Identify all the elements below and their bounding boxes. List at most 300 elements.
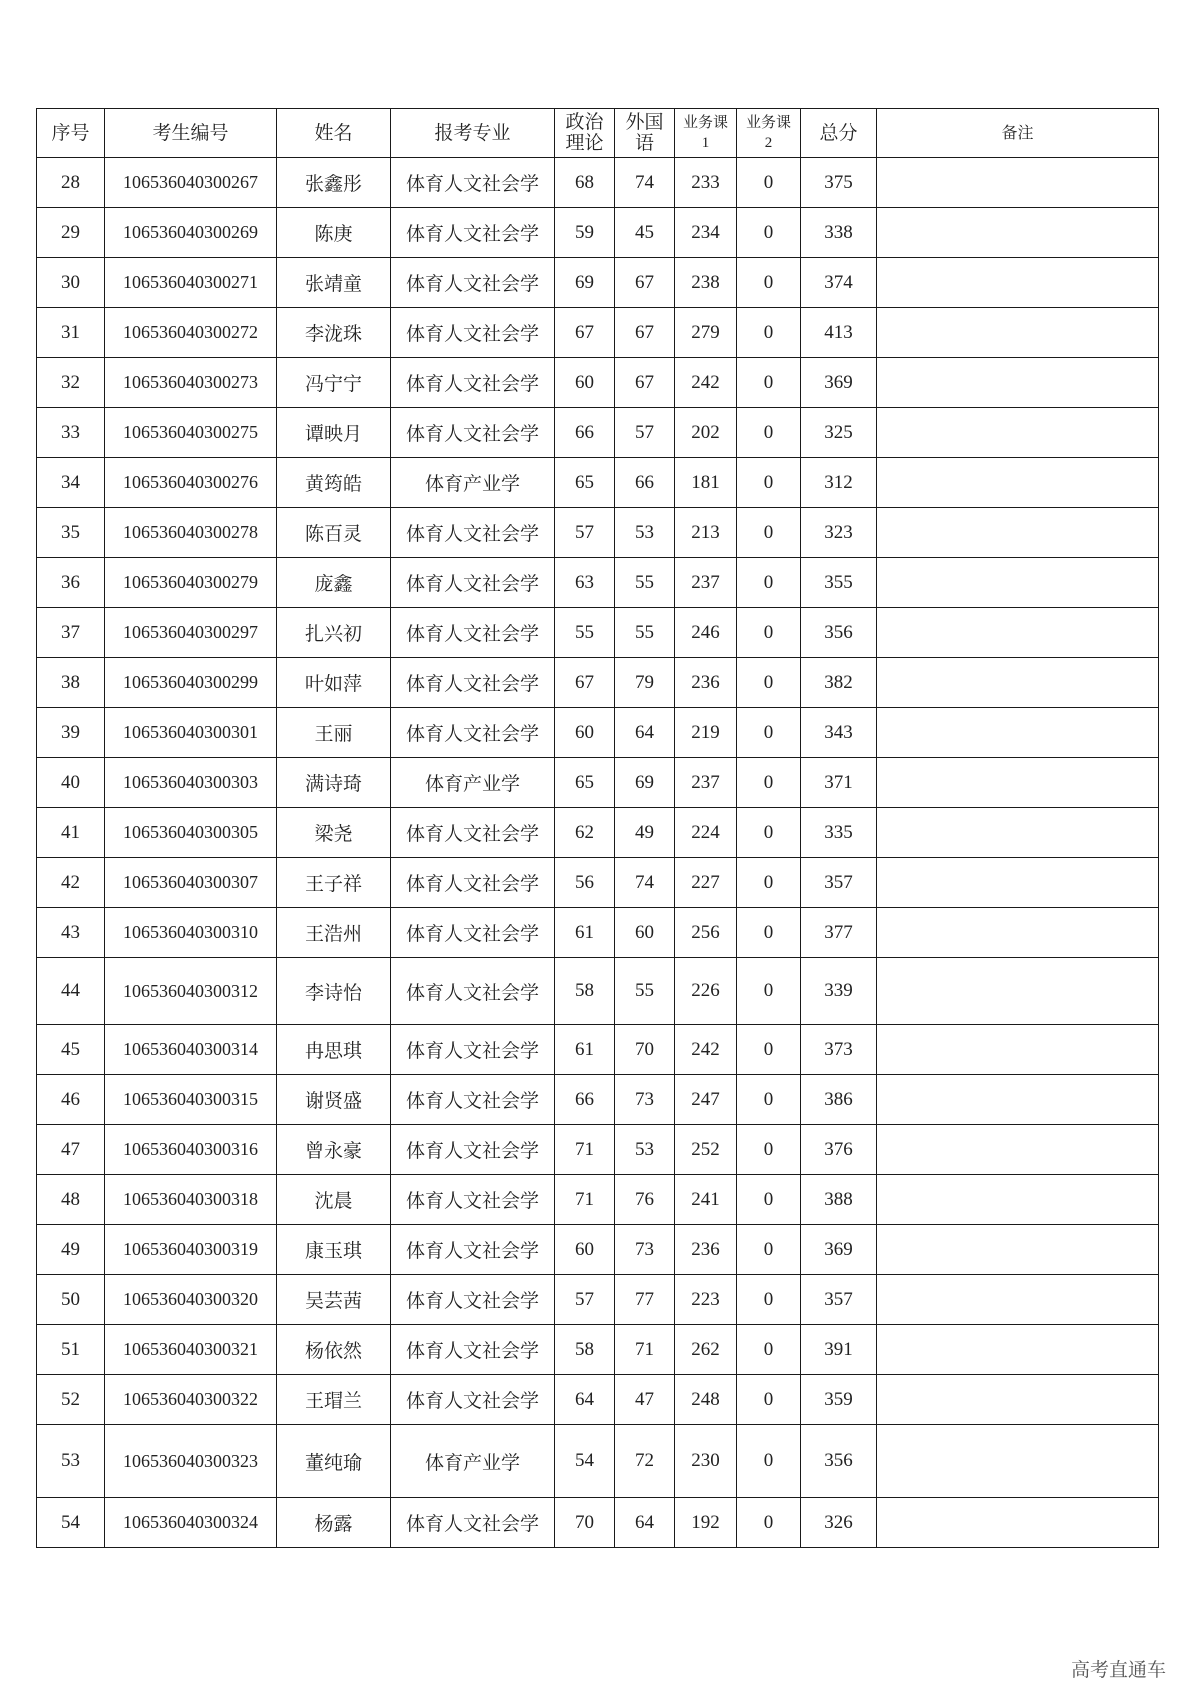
cell-politics: 71 <box>555 1175 615 1225</box>
cell-foreign: 55 <box>615 558 675 608</box>
cell-note <box>877 608 1159 658</box>
cell-course1: 202 <box>675 408 737 458</box>
header-course1-line1: 业务课 <box>682 115 728 131</box>
cell-note <box>877 408 1159 458</box>
cell-exam-id: 106536040300305 <box>105 808 277 858</box>
cell-exam-id: 106536040300279 <box>105 558 277 608</box>
cell-seq: 32 <box>37 358 105 408</box>
cell-total: 357 <box>801 858 877 908</box>
cell-exam-id: 106536040300318 <box>105 1175 277 1225</box>
cell-course1: 256 <box>675 908 737 958</box>
cell-name: 扎兴初 <box>277 608 391 658</box>
cell-total: 373 <box>801 1025 877 1075</box>
cell-exam-id: 106536040300316 <box>105 1125 277 1175</box>
cell-course1: 223 <box>675 1275 737 1325</box>
cell-note <box>877 158 1159 208</box>
cell-course1: 262 <box>675 1325 737 1375</box>
cell-major: 体育人文社会学 <box>391 1125 555 1175</box>
cell-seq: 29 <box>37 208 105 258</box>
cell-name: 康玉琪 <box>277 1225 391 1275</box>
cell-foreign: 70 <box>615 1025 675 1075</box>
header-course2-line1: 业务课 <box>745 115 791 131</box>
cell-note <box>877 1225 1159 1275</box>
table-row <box>37 158 1159 208</box>
cell-course1: 213 <box>675 508 737 558</box>
cell-foreign: 79 <box>615 658 675 708</box>
cell-name: 李诗怡 <box>277 958 391 1025</box>
cell-total: 374 <box>801 258 877 308</box>
cell-exam-id: 106536040300307 <box>105 858 277 908</box>
cell-politics: 58 <box>555 958 615 1025</box>
cell-seq: 46 <box>37 1075 105 1125</box>
cell-course2: 0 <box>737 1425 801 1498</box>
cell-politics: 60 <box>555 358 615 408</box>
cell-total: 357 <box>801 1275 877 1325</box>
cell-course2: 0 <box>737 1225 801 1275</box>
cell-foreign: 67 <box>615 358 675 408</box>
cell-note <box>877 308 1159 358</box>
cell-foreign: 76 <box>615 1175 675 1225</box>
cell-total: 355 <box>801 558 877 608</box>
cell-seq: 48 <box>37 1175 105 1225</box>
cell-course2: 0 <box>737 1175 801 1225</box>
cell-course2: 0 <box>737 608 801 658</box>
cell-major: 体育人文社会学 <box>391 508 555 558</box>
table-body <box>37 158 1159 1548</box>
cell-note <box>877 458 1159 508</box>
cell-note <box>877 708 1159 758</box>
cell-seq: 40 <box>37 758 105 808</box>
cell-exam-id: 106536040300323 <box>105 1425 277 1498</box>
cell-course1: 237 <box>675 758 737 808</box>
cell-course1: 247 <box>675 1075 737 1125</box>
cell-politics: 67 <box>555 658 615 708</box>
cell-name: 庞鑫 <box>277 558 391 608</box>
cell-note <box>877 558 1159 608</box>
cell-seq: 49 <box>37 1225 105 1275</box>
header-foreign-line1: 外国 <box>625 112 664 133</box>
cell-note <box>877 1075 1159 1125</box>
cell-major: 体育人文社会学 <box>391 1225 555 1275</box>
cell-total: 388 <box>801 1175 877 1225</box>
cell-major: 体育人文社会学 <box>391 158 555 208</box>
cell-course2: 0 <box>737 1275 801 1325</box>
cell-politics: 56 <box>555 858 615 908</box>
table-row <box>37 1225 1159 1275</box>
cell-politics: 55 <box>555 608 615 658</box>
cell-seq: 30 <box>37 258 105 308</box>
cell-course1: 236 <box>675 658 737 708</box>
header-politics-line1: 政治 <box>565 112 604 133</box>
cell-total: 375 <box>801 158 877 208</box>
cell-total: 413 <box>801 308 877 358</box>
cell-seq: 33 <box>37 408 105 458</box>
cell-exam-id: 106536040300303 <box>105 758 277 808</box>
cell-major: 体育人文社会学 <box>391 1075 555 1125</box>
cell-foreign: 55 <box>615 958 675 1025</box>
cell-politics: 71 <box>555 1125 615 1175</box>
cell-seq: 38 <box>37 658 105 708</box>
cell-course2: 0 <box>737 858 801 908</box>
cell-seq: 50 <box>37 1275 105 1325</box>
table-row <box>37 1325 1159 1375</box>
cell-politics: 69 <box>555 258 615 308</box>
cell-major: 体育人文社会学 <box>391 608 555 658</box>
cell-course1: 238 <box>675 258 737 308</box>
table-row <box>37 1075 1159 1125</box>
cell-course2: 0 <box>737 558 801 608</box>
cell-foreign: 77 <box>615 1275 675 1325</box>
cell-politics: 58 <box>555 1325 615 1375</box>
cell-seq: 51 <box>37 1325 105 1375</box>
cell-foreign: 49 <box>615 808 675 858</box>
cell-foreign: 73 <box>615 1225 675 1275</box>
cell-total: 359 <box>801 1375 877 1425</box>
score-table <box>36 108 1159 1548</box>
cell-exam-id: 106536040300320 <box>105 1275 277 1325</box>
cell-foreign: 47 <box>615 1375 675 1425</box>
cell-politics: 57 <box>555 508 615 558</box>
cell-name: 吴芸茜 <box>277 1275 391 1325</box>
cell-seq: 53 <box>37 1425 105 1498</box>
table-row <box>37 958 1159 1025</box>
cell-politics: 65 <box>555 458 615 508</box>
cell-name: 满诗琦 <box>277 758 391 808</box>
table-row <box>37 258 1159 308</box>
cell-politics: 54 <box>555 1425 615 1498</box>
cell-total: 369 <box>801 1225 877 1275</box>
cell-seq: 42 <box>37 858 105 908</box>
table-row <box>37 658 1159 708</box>
cell-major: 体育人文社会学 <box>391 1325 555 1375</box>
cell-name: 杨露 <box>277 1498 391 1548</box>
cell-major: 体育人文社会学 <box>391 1498 555 1548</box>
cell-major: 体育人文社会学 <box>391 908 555 958</box>
header-course1-line2: 1 <box>701 135 710 151</box>
cell-seq: 37 <box>37 608 105 658</box>
cell-course2: 0 <box>737 158 801 208</box>
cell-politics: 62 <box>555 808 615 858</box>
cell-course1: 246 <box>675 608 737 658</box>
cell-major: 体育人文社会学 <box>391 1175 555 1225</box>
cell-seq: 36 <box>37 558 105 608</box>
cell-seq: 43 <box>37 908 105 958</box>
table-row <box>37 1425 1159 1498</box>
table-row <box>37 808 1159 858</box>
cell-major: 体育人文社会学 <box>391 958 555 1025</box>
cell-course2: 0 <box>737 508 801 558</box>
header-foreign <box>615 109 675 158</box>
header-politics-line2: 理论 <box>565 133 604 154</box>
cell-total: 339 <box>801 958 877 1025</box>
cell-name: 王子祥 <box>277 858 391 908</box>
cell-foreign: 67 <box>615 258 675 308</box>
table-row <box>37 758 1159 808</box>
table-row <box>37 1175 1159 1225</box>
cell-total: 323 <box>801 508 877 558</box>
cell-course2: 0 <box>737 1498 801 1548</box>
cell-exam-id: 106536040300276 <box>105 458 277 508</box>
cell-course2: 0 <box>737 758 801 808</box>
cell-note <box>877 858 1159 908</box>
cell-major: 体育人文社会学 <box>391 1025 555 1075</box>
header-seq: 序号 <box>37 109 105 158</box>
cell-total: 343 <box>801 708 877 758</box>
cell-course2: 0 <box>737 308 801 358</box>
cell-name: 张靖童 <box>277 258 391 308</box>
cell-total: 391 <box>801 1325 877 1375</box>
cell-name: 冉思琪 <box>277 1025 391 1075</box>
cell-name: 陈庚 <box>277 208 391 258</box>
cell-course1: 230 <box>675 1425 737 1498</box>
header-course2-line2: 2 <box>764 135 773 151</box>
table-row <box>37 1375 1159 1425</box>
cell-total: 371 <box>801 758 877 808</box>
cell-course2: 0 <box>737 1325 801 1375</box>
cell-name: 王丽 <box>277 708 391 758</box>
cell-foreign: 64 <box>615 708 675 758</box>
cell-foreign: 55 <box>615 608 675 658</box>
cell-foreign: 57 <box>615 408 675 458</box>
cell-course1: 233 <box>675 158 737 208</box>
cell-politics: 60 <box>555 708 615 758</box>
cell-exam-id: 106536040300267 <box>105 158 277 208</box>
cell-major: 体育产业学 <box>391 458 555 508</box>
cell-note <box>877 658 1159 708</box>
cell-name: 冯宁宁 <box>277 358 391 408</box>
cell-name: 杨依然 <box>277 1325 391 1375</box>
cell-course1: 224 <box>675 808 737 858</box>
cell-seq: 41 <box>37 808 105 858</box>
cell-seq: 44 <box>37 958 105 1025</box>
header-politics <box>555 109 615 158</box>
cell-exam-id: 106536040300273 <box>105 358 277 408</box>
cell-exam-id: 106536040300312 <box>105 958 277 1025</box>
cell-name: 董纯瑜 <box>277 1425 391 1498</box>
cell-total: 376 <box>801 1125 877 1175</box>
table-row <box>37 308 1159 358</box>
cell-course1: 219 <box>675 708 737 758</box>
header-exam-id: 考生编号 <box>105 109 277 158</box>
header-name: 姓名 <box>277 109 391 158</box>
table-row <box>37 908 1159 958</box>
cell-course1: 234 <box>675 208 737 258</box>
header-major: 报考专业 <box>391 109 555 158</box>
table-row <box>37 458 1159 508</box>
table-header <box>37 109 1159 158</box>
cell-name: 叶如萍 <box>277 658 391 708</box>
header-course2 <box>737 109 801 158</box>
cell-politics: 64 <box>555 1375 615 1425</box>
cell-note <box>877 208 1159 258</box>
cell-exam-id: 106536040300275 <box>105 408 277 458</box>
cell-foreign: 53 <box>615 508 675 558</box>
cell-exam-id: 106536040300314 <box>105 1025 277 1075</box>
table-row <box>37 858 1159 908</box>
cell-name: 黄筠皓 <box>277 458 391 508</box>
cell-politics: 66 <box>555 1075 615 1125</box>
header-total: 总分 <box>801 109 877 158</box>
cell-seq: 35 <box>37 508 105 558</box>
cell-major: 体育人文社会学 <box>391 558 555 608</box>
cell-foreign: 53 <box>615 1125 675 1175</box>
cell-exam-id: 106536040300321 <box>105 1325 277 1375</box>
cell-exam-id: 106536040300269 <box>105 208 277 258</box>
cell-exam-id: 106536040300315 <box>105 1075 277 1125</box>
cell-major: 体育人文社会学 <box>391 858 555 908</box>
cell-exam-id: 106536040300310 <box>105 908 277 958</box>
cell-major: 体育人文社会学 <box>391 308 555 358</box>
cell-name: 王浩州 <box>277 908 391 958</box>
cell-major: 体育人文社会学 <box>391 358 555 408</box>
cell-seq: 34 <box>37 458 105 508</box>
cell-course1: 242 <box>675 358 737 408</box>
cell-note <box>877 908 1159 958</box>
cell-course2: 0 <box>737 258 801 308</box>
cell-foreign: 64 <box>615 1498 675 1548</box>
cell-course2: 0 <box>737 708 801 758</box>
cell-major: 体育产业学 <box>391 1425 555 1498</box>
cell-course2: 0 <box>737 808 801 858</box>
watermark: 高考直通车 <box>1070 1659 1166 1681</box>
cell-major: 体育人文社会学 <box>391 1275 555 1325</box>
cell-politics: 60 <box>555 1225 615 1275</box>
header-row <box>37 109 1159 158</box>
cell-politics: 61 <box>555 1025 615 1075</box>
cell-seq: 54 <box>37 1498 105 1548</box>
cell-course1: 241 <box>675 1175 737 1225</box>
cell-total: 335 <box>801 808 877 858</box>
cell-politics: 59 <box>555 208 615 258</box>
cell-total: 312 <box>801 458 877 508</box>
cell-politics: 68 <box>555 158 615 208</box>
cell-course2: 0 <box>737 958 801 1025</box>
cell-total: 326 <box>801 1498 877 1548</box>
cell-foreign: 69 <box>615 758 675 808</box>
cell-foreign: 45 <box>615 208 675 258</box>
cell-note <box>877 958 1159 1025</box>
table-row <box>37 1125 1159 1175</box>
cell-major: 体育人文社会学 <box>391 208 555 258</box>
cell-total: 325 <box>801 408 877 458</box>
header-note: 备注 <box>877 109 1159 158</box>
cell-course2: 0 <box>737 1025 801 1075</box>
cell-seq: 47 <box>37 1125 105 1175</box>
cell-total: 338 <box>801 208 877 258</box>
cell-exam-id: 106536040300299 <box>105 658 277 708</box>
cell-exam-id: 106536040300301 <box>105 708 277 758</box>
cell-politics: 70 <box>555 1498 615 1548</box>
cell-major: 体育产业学 <box>391 758 555 808</box>
cell-total: 386 <box>801 1075 877 1125</box>
cell-course2: 0 <box>737 1125 801 1175</box>
cell-note <box>877 508 1159 558</box>
table-row <box>37 1025 1159 1075</box>
cell-course2: 0 <box>737 208 801 258</box>
table-row <box>37 1275 1159 1325</box>
cell-total: 377 <box>801 908 877 958</box>
cell-total: 369 <box>801 358 877 408</box>
cell-seq: 28 <box>37 158 105 208</box>
cell-exam-id: 106536040300297 <box>105 608 277 658</box>
cell-course2: 0 <box>737 358 801 408</box>
cell-note <box>877 1025 1159 1075</box>
cell-major: 体育人文社会学 <box>391 808 555 858</box>
table-row <box>37 358 1159 408</box>
cell-major: 体育人文社会学 <box>391 708 555 758</box>
cell-note <box>877 1375 1159 1425</box>
cell-foreign: 74 <box>615 158 675 208</box>
cell-politics: 67 <box>555 308 615 358</box>
cell-total: 356 <box>801 1425 877 1498</box>
table-row <box>37 708 1159 758</box>
table-row <box>37 558 1159 608</box>
cell-note <box>877 1125 1159 1175</box>
cell-politics: 66 <box>555 408 615 458</box>
cell-major: 体育人文社会学 <box>391 658 555 708</box>
table-row <box>37 208 1159 258</box>
cell-course2: 0 <box>737 458 801 508</box>
cell-foreign: 72 <box>615 1425 675 1498</box>
cell-note <box>877 258 1159 308</box>
cell-foreign: 60 <box>615 908 675 958</box>
cell-foreign: 74 <box>615 858 675 908</box>
cell-seq: 45 <box>37 1025 105 1075</box>
cell-course1: 242 <box>675 1025 737 1075</box>
header-course1 <box>675 109 737 158</box>
cell-course2: 0 <box>737 908 801 958</box>
table-row <box>37 608 1159 658</box>
cell-foreign: 66 <box>615 458 675 508</box>
table-row <box>37 1498 1159 1548</box>
cell-politics: 63 <box>555 558 615 608</box>
cell-note <box>877 808 1159 858</box>
cell-course2: 0 <box>737 408 801 458</box>
cell-course1: 237 <box>675 558 737 608</box>
cell-course2: 0 <box>737 658 801 708</box>
cell-name: 张鑫彤 <box>277 158 391 208</box>
cell-name: 梁尧 <box>277 808 391 858</box>
cell-major: 体育人文社会学 <box>391 1375 555 1425</box>
cell-course1: 252 <box>675 1125 737 1175</box>
cell-total: 356 <box>801 608 877 658</box>
cell-course1: 279 <box>675 308 737 358</box>
cell-course1: 181 <box>675 458 737 508</box>
cell-foreign: 73 <box>615 1075 675 1125</box>
cell-seq: 39 <box>37 708 105 758</box>
table-row <box>37 408 1159 458</box>
table-row <box>37 508 1159 558</box>
cell-foreign: 67 <box>615 308 675 358</box>
cell-major: 体育人文社会学 <box>391 408 555 458</box>
cell-foreign: 71 <box>615 1325 675 1375</box>
cell-course1: 227 <box>675 858 737 908</box>
cell-note <box>877 1275 1159 1325</box>
cell-note <box>877 758 1159 808</box>
cell-course1: 226 <box>675 958 737 1025</box>
cell-seq: 31 <box>37 308 105 358</box>
cell-note <box>877 1175 1159 1225</box>
cell-note <box>877 1325 1159 1375</box>
cell-exam-id: 106536040300278 <box>105 508 277 558</box>
cell-seq: 52 <box>37 1375 105 1425</box>
cell-course1: 192 <box>675 1498 737 1548</box>
cell-name: 谭映月 <box>277 408 391 458</box>
cell-course1: 248 <box>675 1375 737 1425</box>
cell-name: 陈百灵 <box>277 508 391 558</box>
cell-course1: 236 <box>675 1225 737 1275</box>
cell-politics: 65 <box>555 758 615 808</box>
